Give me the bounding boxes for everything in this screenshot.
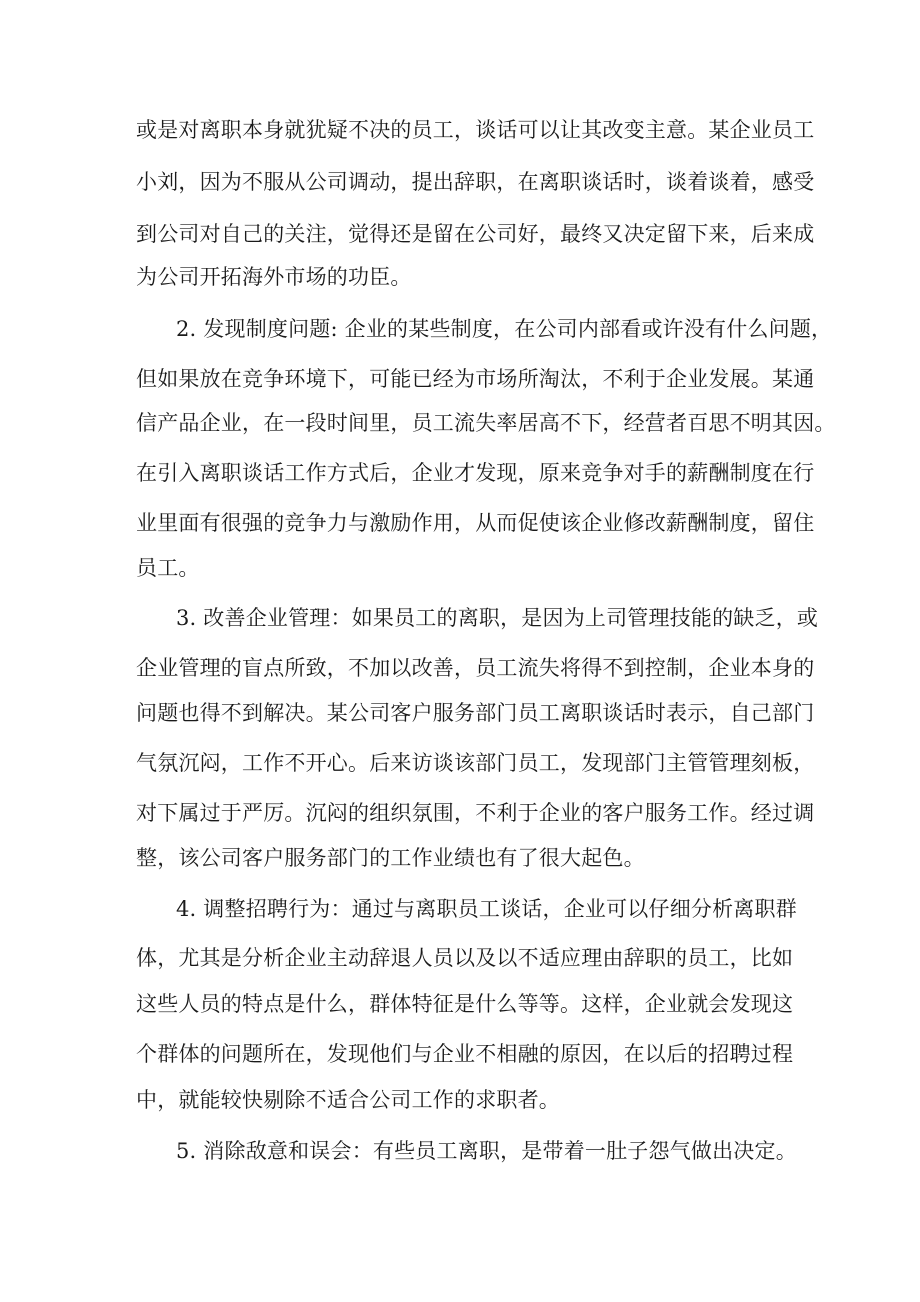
text-line: 这些人员的特点是什么，群体特征是什么等等。这样，企业就会发现这 xyxy=(136,992,794,1016)
text-line: 员工。 xyxy=(136,556,200,580)
text-line: 但如果放在竞争环境下，可能已经为市场所淘汰，不利于企业发展。某通 xyxy=(136,367,815,391)
text-line: 4. 调整招聘行为：通过与离职员工谈话，企业可以仔细分析离职群 xyxy=(176,897,797,921)
text-line: 整，该公司客户服务部门的工作业绩也有了很大起色。 xyxy=(136,846,645,870)
text-line: 业里面有很强的竞争力与激励作用，从而促使该企业修改薪酬制度，留住 xyxy=(136,511,815,535)
text-line: 为公司开拓海外市场的功臣。 xyxy=(136,265,412,289)
text-line: 体，尤其是分析企业主动辞退人员以及以不适应理由辞职的员工，比如 xyxy=(136,946,794,970)
text-line: 气氛沉闷，工作不开心。后来访谈该部门员工，发现部门主管管理刻板， xyxy=(136,751,815,775)
text-line: 在引入离职谈话工作方式后，企业才发现，原来竞争对手的薪酬制度在行 xyxy=(136,461,815,485)
text-line: 3. 改善企业管理：如果员工的离职，是因为上司管理技能的缺乏，或 xyxy=(176,606,819,630)
text-line: 问题也得不到解决。某公司客户服务部门员工离职谈话时表示，自己部门 xyxy=(136,701,815,725)
text-line: 个群体的问题所在，发现他们与企业不相融的原因，在以后的招聘过程 xyxy=(136,1042,794,1066)
text-line: 中，就能较快剔除不适合公司工作的求职者。 xyxy=(136,1088,560,1112)
text-line: 企业管理的盲点所致，不加以改善，员工流失将得不到控制，企业本身的 xyxy=(136,656,815,680)
text-line: 2. 发现制度问题: 企业的某些制度，在公司内部看或许没有什么问题， xyxy=(176,317,833,341)
text-line: 到公司对自己的关注，觉得还是留在公司好，最终又决定留下来，后来成 xyxy=(136,222,815,246)
text-line: 小刘，因为不服从公司调动，提出辞职，在离职谈话时，谈着谈着，感受 xyxy=(136,170,815,194)
text-line: 或是对离职本身就犹疑不决的员工，谈话可以让其改变主意。某企业员工 xyxy=(136,118,815,142)
text-line: 信产品企业，在一段时间里，员工流失率居高不下，经营者百思不明其因。 xyxy=(136,411,836,435)
text-line: 5. 消除敌意和误会：有些员工离职，是带着一肚子怨气做出决定。 xyxy=(176,1139,797,1163)
text-line: 对下属过于严厉。沉闷的组织氛围，不利于企业的客户服务工作。经过调 xyxy=(136,801,815,825)
